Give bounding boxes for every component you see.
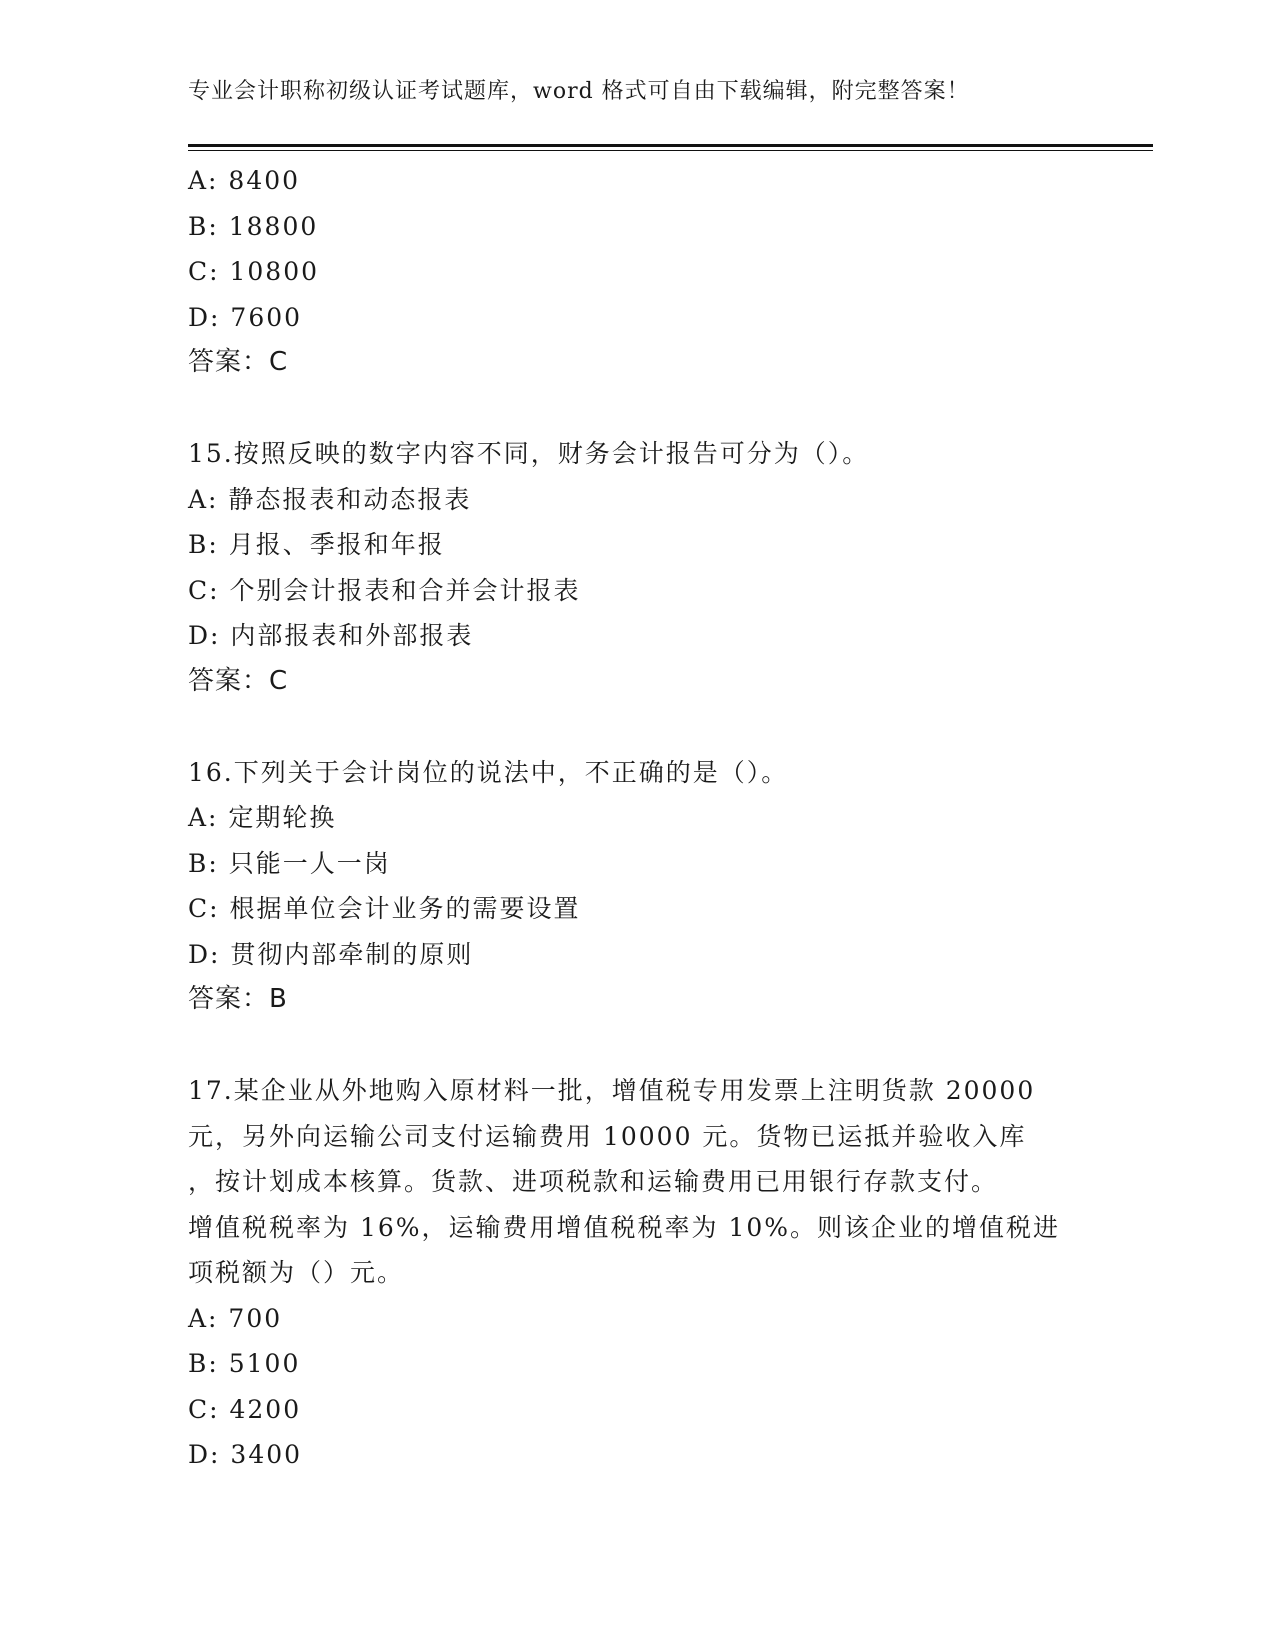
option-b: B: 月报、季报和年报 <box>188 530 445 559</box>
spacer <box>188 1023 1088 1069</box>
page-header: 专业会计职称初级认证考试题库，word 格式可自由下载编辑，附完整答案！ <box>188 79 970 104</box>
option-c: C: 4200 <box>188 1394 302 1424</box>
answer: 答案：B <box>188 984 288 1014</box>
option-a: A: 静态报表和动态报表 <box>188 484 472 514</box>
stem-line: 项税额为（）元。 <box>188 1258 405 1287</box>
stem-line: 元，另外向运输公司支付运输费用 10000 元。货物已运抵并验收入库 <box>188 1121 1027 1151</box>
option-b: B: 5100 <box>188 1349 301 1378</box>
option-c: C: 10800 <box>188 257 320 286</box>
option-a: A: 定期轮换 <box>188 803 337 832</box>
question-17 <box>188 1068 1088 1478</box>
answer: 答案：C <box>188 347 289 377</box>
option-a: A: 700 <box>188 1303 283 1333</box>
stem-line: 增值税税率为 16%，运输费用增值税税率为 10%。则该企业的增值税进 <box>188 1212 1061 1242</box>
question-stem: 15.按照反映的数字内容不同，财务会计报告可分为（）。 <box>188 439 870 468</box>
option-d: D: 贯彻内部牵制的原则 <box>188 939 474 969</box>
question-stem: 16.下列关于会计岗位的说法中，不正确的是（）。 <box>188 757 789 787</box>
option-d: D: 内部报表和外部报表 <box>188 621 474 650</box>
header-rule-thin <box>188 150 1153 151</box>
question-15 <box>188 431 1088 704</box>
question-16 <box>188 750 1088 1023</box>
option-c: C: 个别会计报表和合并会计报表 <box>188 575 581 605</box>
spacer <box>188 704 1088 750</box>
option-d: D: 3400 <box>188 1440 303 1469</box>
option-b: B: 18800 <box>188 211 319 241</box>
answer: 答案：C <box>188 665 289 696</box>
stem-line: ，按计划成本核算。货款、进项税款和运输费用已用银行存款支付。 <box>188 1167 999 1196</box>
header-rule-thick <box>188 144 1153 147</box>
option-b: B: 只能一人一岗 <box>188 848 391 878</box>
question-stem <box>188 1068 1068 1296</box>
stem-line: 17.某企业从外地购入原材料一批，增值税专用发票上注明货款 20000 <box>188 1076 1036 1105</box>
spacer <box>188 386 1088 432</box>
option-d: D: 7600 <box>188 302 303 332</box>
question-content <box>188 158 1088 1478</box>
question-14 <box>188 158 1088 386</box>
option-a: A: 8400 <box>188 166 301 195</box>
option-c: C: 根据单位会计业务的需要设置 <box>188 894 581 923</box>
